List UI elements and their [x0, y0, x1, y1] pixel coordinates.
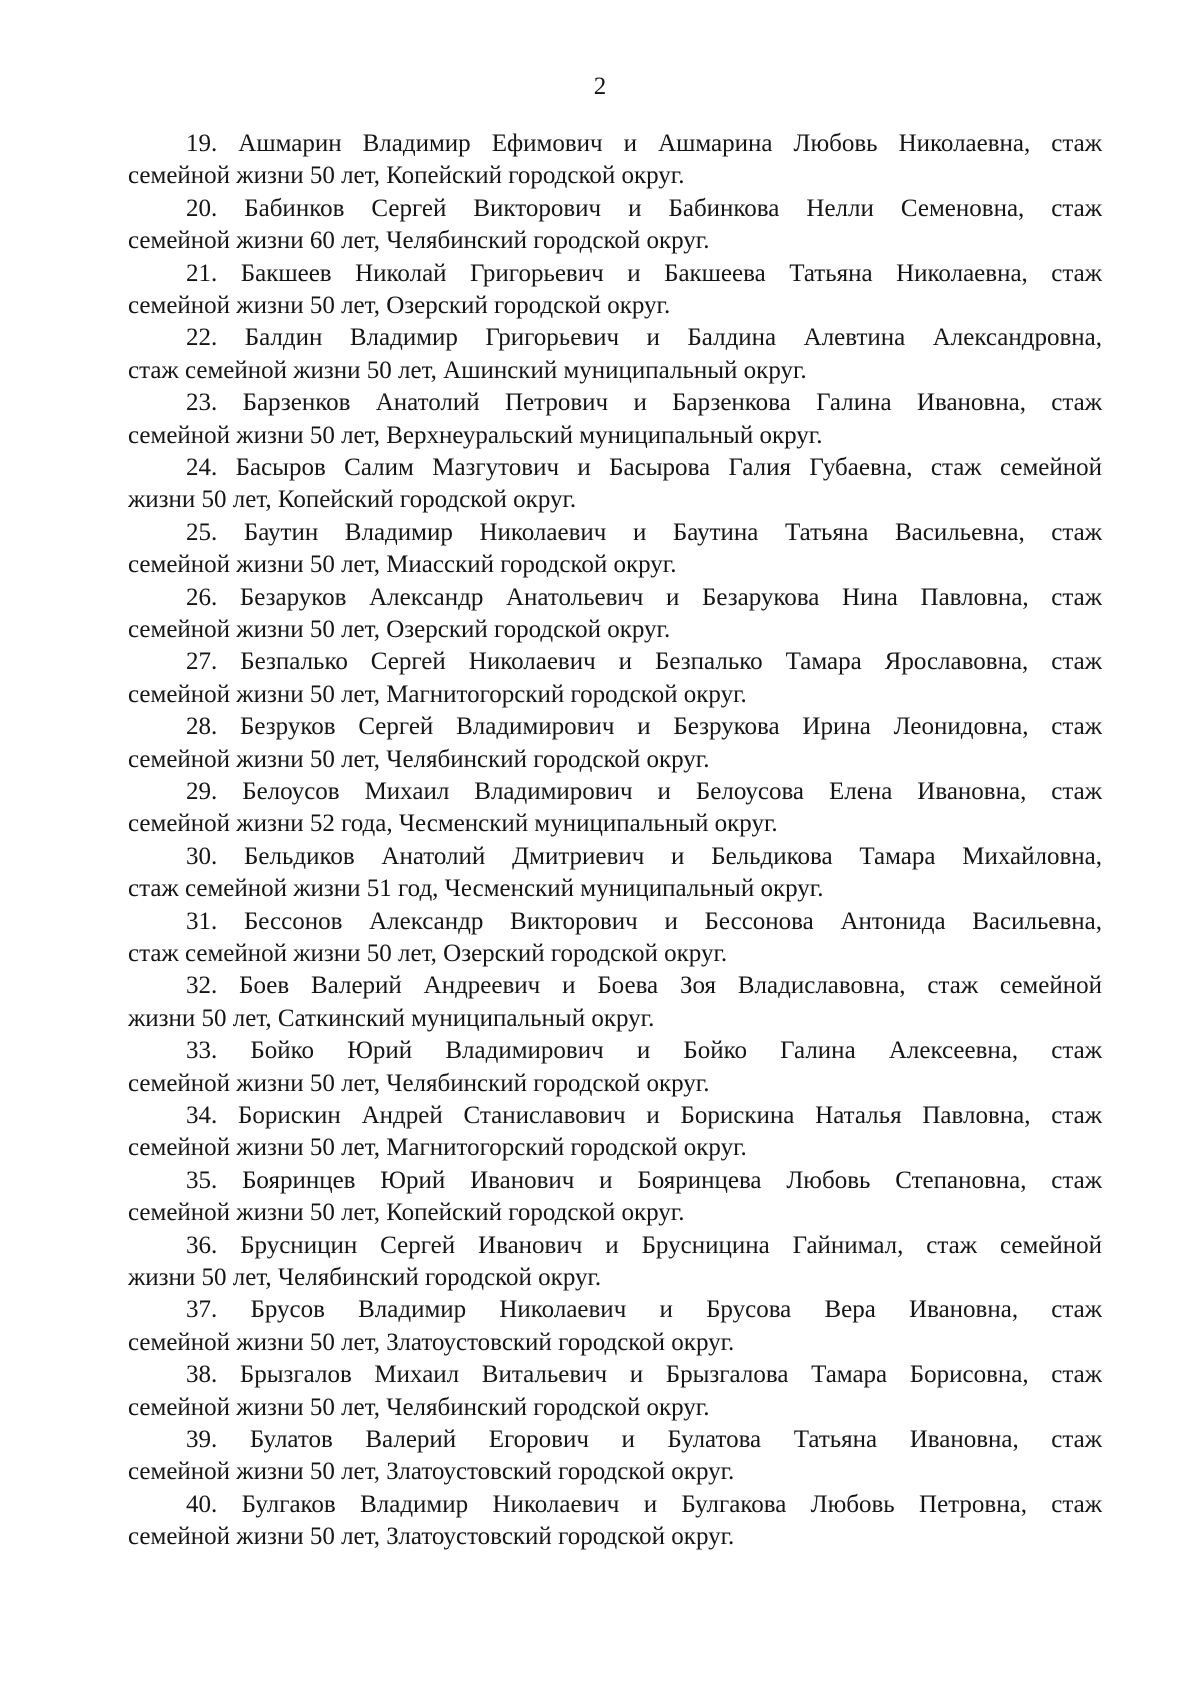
list-item [128, 517, 1102, 582]
entry-line-2: семейной жизни 60 лет, Челябинский городской округ. [128, 227, 710, 255]
entry-line-2: семейной жизни 50 лет, Златоустовский городской округ. [128, 1458, 735, 1486]
list-item [128, 387, 1102, 452]
entry-line-1: 34. Борискин Андрей Станиславович и Борискина Наталья Павловна, стаж [186, 1101, 1102, 1129]
entry-line-2: жизни 50 лет, Челябинский городской округ. [128, 1263, 602, 1291]
entry-line-1: 33. Бойко Юрий Владимирович и Бойко Галина Алексеевна, стаж [186, 1037, 1102, 1065]
entry-line-1: 21. Бакшеев Николай Григорьевич и Бакшеева Татьяна Николаевна, стаж [186, 259, 1102, 287]
entry-line-2: семейной жизни 50 лет, Челябинский городской округ. [128, 745, 710, 773]
list-item [128, 258, 1102, 323]
list-item [128, 193, 1102, 258]
entry-line-2: семейной жизни 50 лет, Челябинский городской округ. [128, 1069, 710, 1097]
list-item [128, 452, 1102, 517]
list-item [128, 776, 1102, 841]
entry-line-1: 29. Белоусов Михаил Владимирович и Белоусова Елена Ивановна, стаж [186, 777, 1102, 805]
list-item [128, 1100, 1102, 1165]
entry-line-1: 27. Безпалько Сергей Николаевич и Безпалько Тамара Ярославовна, стаж [186, 648, 1102, 676]
list-item [128, 1424, 1102, 1489]
entry-line-2: семейной жизни 50 лет, Магнитогорский городской округ. [128, 680, 747, 708]
list-item [128, 582, 1102, 647]
list-item [128, 1489, 1102, 1554]
entry-line-2: семейной жизни 50 лет, Миасский городской округ. [128, 551, 677, 579]
list-item [128, 1294, 1102, 1359]
entry-line-2: семейной жизни 50 лет, Златоустовский городской округ. [128, 1328, 735, 1356]
entry-line-2: жизни 50 лет, Саткинский муниципальный округ. [128, 1004, 655, 1032]
entry-line-1: 22. Балдин Владимир Григорьевич и Балдина Алевтина Александровна, [186, 324, 1102, 352]
entry-line-1: 24. Басыров Салим Мазгутович и Басырова Галия Губаевна, стаж семейной [186, 453, 1102, 481]
list-item [128, 841, 1102, 906]
entry-line-2: стаж семейной жизни 50 лет, Ашинский муниципальный округ. [128, 356, 807, 384]
entry-line-2: семейной жизни 50 лет, Магнитогорский городской округ. [128, 1134, 747, 1162]
entry-line-2: семейной жизни 50 лет, Озерский городской округ. [128, 291, 671, 319]
entry-line-1: 40. Булгаков Владимир Николаевич и Булгакова Любовь Петровна, стаж [186, 1490, 1102, 1518]
entry-line-1: 39. Булатов Валерий Егорович и Булатова Татьяна Ивановна, стаж [186, 1425, 1102, 1453]
entry-line-2: семейной жизни 50 лет, Челябинский городской округ. [128, 1393, 710, 1421]
entry-line-2: семейной жизни 52 года, Чесменский муниципальный округ. [128, 810, 778, 838]
list-item [128, 906, 1102, 971]
entries-list [128, 128, 1102, 1554]
entry-line-2: семейной жизни 50 лет, Златоустовский городской округ. [128, 1523, 735, 1551]
entry-line-2: жизни 50 лет, Копейский городской округ. [128, 486, 577, 514]
entry-line-1: 30. Бельдиков Анатолий Дмитриевич и Бельдикова Тамара Михайловна, [186, 842, 1102, 870]
entry-line-1: 36. Брусницин Сергей Иванович и Брусницина Гайнимал, стаж семейной [186, 1231, 1102, 1259]
list-item [128, 970, 1102, 1035]
entry-line-1: 38. Брызгалов Михаил Витальевич и Брызгалова Тамара Борисовна, стаж [186, 1361, 1102, 1389]
entry-line-1: 35. Бояринцев Юрий Иванович и Бояринцева Любовь Степановна, стаж [186, 1166, 1102, 1194]
entry-line-1: 19. Ашмарин Владимир Ефимович и Ашмарина Любовь Николаевна, стаж [186, 130, 1102, 157]
entry-line-1: 32. Боев Валерий Андреевич и Боева Зоя Владиславовна, стаж семейной [186, 972, 1102, 1000]
entry-line-1: 26. Безаруков Александр Анатольевич и Безарукова Нина Павловна, стаж [186, 583, 1102, 611]
entry-line-2: стаж семейной жизни 50 лет, Озерский городской округ. [128, 939, 728, 967]
entry-line-1: 31. Бессонов Александр Викторович и Бессонова Антонида Васильевна, [186, 907, 1102, 935]
entry-line-2: семейной жизни 50 лет, Озерский городской округ. [128, 615, 671, 643]
entry-line-1: 25. Баутин Владимир Николаевич и Баутина Татьяна Васильевна, стаж [186, 518, 1102, 546]
list-item [128, 1359, 1102, 1424]
entry-line-2: семейной жизни 50 лет, Копейский городской округ. [128, 162, 685, 190]
list-item [128, 322, 1102, 387]
page-number: 2 [593, 73, 607, 100]
entry-line-2: семейной жизни 50 лет, Верхнеуральский муниципальный округ. [128, 421, 823, 449]
entry-line-2: стаж семейной жизни 51 год, Чесменский муниципальный округ. [128, 875, 824, 903]
list-item [128, 128, 1102, 193]
entry-line-1: 20. Бабинков Сергей Викторович и Бабинкова Нелли Семеновна, стаж [186, 194, 1102, 222]
list-item [128, 711, 1102, 776]
entry-line-1: 23. Барзенков Анатолий Петрович и Барзенкова Галина Ивановна, стаж [186, 389, 1102, 417]
list-item [128, 1035, 1102, 1100]
list-item [128, 1165, 1102, 1230]
list-item [128, 646, 1102, 711]
entry-line-2: семейной жизни 50 лет, Копейский городской округ. [128, 1199, 685, 1227]
list-item [128, 1230, 1102, 1295]
entry-line-1: 37. Брусов Владимир Николаевич и Брусова Вера Ивановна, стаж [186, 1296, 1102, 1324]
entry-line-1: 28. Безруков Сергей Владимирович и Безрукова Ирина Леонидовна, стаж [186, 713, 1102, 741]
